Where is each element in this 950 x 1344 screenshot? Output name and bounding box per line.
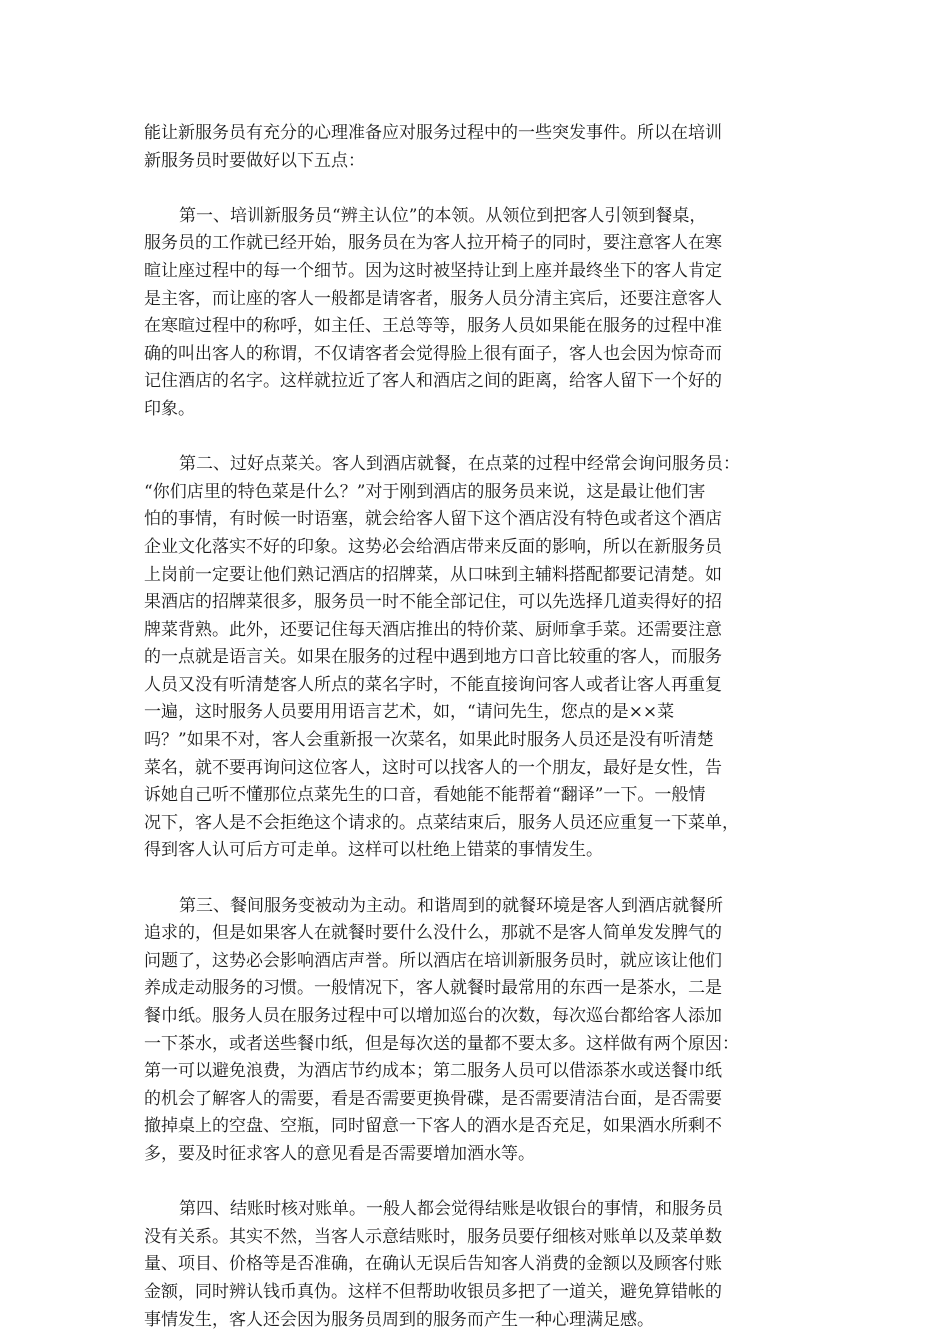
text-line: 一遍，这时服务人员要用用语言艺术，如，“请问先生，您点的是××菜 [144,702,675,723]
paragraph-point-1 [144,203,806,424]
text-line: 第一、培训新服务员“辨主认位”的本领。从领位到把客人引领到餐桌， [179,205,707,226]
text-line: 在寒暄过程中的称呼，如主任、王总等等，服务人员如果能在服务的过程中准 [144,316,722,337]
text-line: “你们店里的特色菜是什么？”对于刚到酒店的服务员来说，这是最让他们害 [144,481,706,502]
text-line: 没有关系。其实不然，当客人示意结账时，服务员要仔细核对账单以及菜单数 [144,1226,722,1247]
paragraph-intro [144,120,806,175]
text-line: 问题了，这势必会影响酒店声誉。所以酒店在培训新服务员时，就应该让他们 [144,950,722,971]
text-line: 暄让座过程中的每一个细节。因为这时被坚持让到上座并最终坐下的客人肯定 [144,260,722,281]
paragraph-gap [144,1169,806,1197]
paragraph-gap [144,175,806,203]
text-line: 撤掉桌上的空盘、空瓶，同时留意一下客人的酒水是否充足，如果酒水所剩不 [144,1116,722,1137]
text-line: 第一可以避免浪费，为酒店节约成本；第二服务人员可以借添茶水或送餐巾纸 [144,1061,722,1082]
text-line: 餐巾纸。服务人员在服务过程中可以增加巡台的次数，每次巡台都给客人添加 [144,1006,722,1026]
text-line: 果酒店的招牌菜很多，服务员一时不能全部记住，可以先选择几道卖得好的招 [144,592,722,613]
text-line: 一下茶水，或者送些餐巾纸，但是每次送的量都不要太多。这样做有两个原因： [144,1033,739,1054]
text-line: 确的叫出客人的称谓，不仅请客者会觉得脸上很有面子，客人也会因为惊奇而 [144,343,722,364]
text-line: 量、项目、价格等是否准确，在确认无误后告知客人消费的金额以及顾客付账 [144,1254,722,1275]
text-line: 况下，客人是不会拒绝这个请求的。点菜结束后，服务人员还应重复一下菜单， [144,812,739,833]
text-line: 吗？”如果不对，客人会重新报一次菜名，如果此时服务人员还是没有听清楚 [144,730,714,751]
text-line: 菜名，就不要再询问这位客人，这时可以找客人的一个朋友，最好是女性，告 [144,757,722,778]
paragraph-point-3 [144,893,806,1169]
text-line: 第三、餐间服务变被动为主动。和谐周到的就餐环境是客人到酒店就餐所 [179,895,723,916]
text-line: 第四、结账时核对账单。一般人都会觉得结账是收银台的事情，和服务员 [179,1199,723,1220]
text-line: 诉她自己听不懂那位点菜先生的口音，看她能不能帮着“翻译”一下。一般情 [144,785,706,806]
text-line: 人员又没有听清楚客人所点的菜名字时，不能直接询问客人或者让客人再重复 [144,674,722,695]
text-line: 第二、过好点菜关。客人到酒店就餐，在点菜的过程中经常会询问服务员： [179,454,740,475]
text-line: 是主客，而让座的客人一般都是请客者，服务人员分清主宾后，还要注意客人 [144,288,722,309]
text-line: 多，要及时征求客人的意见看是否需要增加酒水等。 [144,1143,535,1164]
paragraph-point-4 [144,1196,806,1334]
text-line: 怕的事情，有时候一时语塞，就会给客人留下这个酒店没有特色或者这个酒店 [144,509,722,530]
text-line: 能让新服务员有充分的心理准备应对服务过程中的一些突发事件。所以在培训 [144,123,722,143]
text-line: 追求的，但是如果客人在就餐时要什么没什么，那就不是客人简单发发脾气的 [144,923,722,944]
text-line: 服务员的工作就已经开始，服务员在为客人拉开椅子的同时，要注意客人在寒 [144,233,722,254]
text-line: 企业文化落实不好的印象。这势必会给酒店带来反面的影响，所以在新服务员 [144,536,722,557]
paragraph-gap [144,424,806,452]
text-line: 记住酒店的名字。这样就拉近了客人和酒店之间的距离，给客人留下一个好的 [144,371,722,392]
paragraph-gap [144,865,806,893]
text-line: 养成走动服务的习惯。一般情况下，客人就餐时最常用的东西一是茶水，二是 [144,978,722,999]
text-line: 的一点就是语言关。如果在服务的过程中遇到地方口音比较重的客人，而服务 [144,647,722,668]
text-line: 得到客人认可后方可走单。这样可以杜绝上错菜的事情发生。 [144,840,603,861]
text-line: 牌菜背熟。此外，还要记住每天酒店推出的特价菜、厨师拿手菜。还需要注意 [144,619,722,640]
text-line: 金额，同时辨认钱币真伪。这样不但帮助收银员多把了一道关，避免算错帐的 [144,1281,722,1302]
text-line: 事情发生，客人还会因为服务员周到的服务而产生一种心理满足感。 [144,1309,654,1330]
text-line: 上岗前一定要让他们熟记酒店的招牌菜，从口味到主辅料搭配都要记清楚。如 [144,564,722,585]
text-line: 印象。 [144,398,195,419]
text-line: 新服务员时要做好以下五点： [144,150,365,171]
paragraph-point-2 [144,451,806,865]
document-body [144,120,806,1334]
text-line: 的机会了解客人的需要，看是否需要更换骨碟，是否需要清洁台面，是否需要 [144,1088,722,1109]
